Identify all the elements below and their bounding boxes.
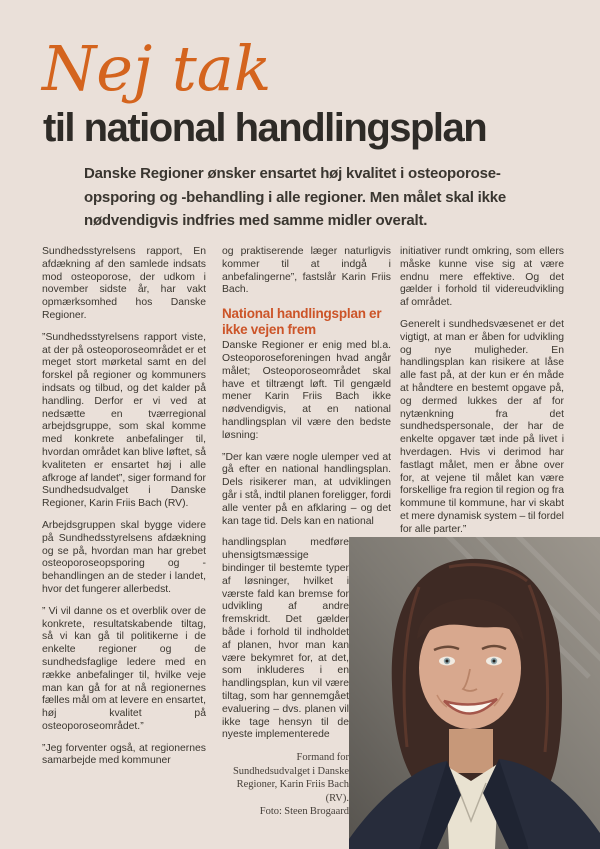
paragraph: ”Sundhedsstyrelsens rapport viste, at der på osteoporoseområdet er et meget stort mørketal samt en del forskel på regioner og kommuners indsats og tilbud, og det kalder på handling. Derfor er vi ved at nedsætte en tværregional arbejdsgruppe, som skal komme med konkrete anbefalinger til, hvordan området kan blive løftet, så kvaliteten er ensartet høj i alle afkroge af landet”, siger formand for Sundhedsudvalget i Danske Regioner, Karin Friis Bach (RV). xyxy=(42,331,206,510)
paragraph: Danske Regioner er enig med bl.a. Osteoporoseforeningen hvad angår målet; Osteoporoseområdet skal have et tiltrængt løft. Til gengæld mener Karin Friis Bach ikke nødvendigvis, at en national handlingsplan vil være den bedste løsning: xyxy=(222,340,391,441)
portrait-photo xyxy=(349,537,600,849)
page-title-script: Nej tak xyxy=(42,32,272,105)
body-column-1 xyxy=(42,246,206,777)
body-column-3 xyxy=(400,246,564,546)
standfirst: Danske Regioner ønsker ensartet høj kvalitet i osteoporose-opsporing og -behandling i alle regioner. Men målet skal ikke nødvendigvis indfries med samme midler overalt. xyxy=(84,165,507,230)
paragraph: Generelt i sundhedsvæsenet er det vigtigt, at man er åben for udvikling og nye muligheder. En handlingsplan kan risikere at låse alle fast på, at der kun er én måde at håndtere en bestemt opgave på, og dermed lukkes der af for nytænkning fra det sundhedspersonale, der har de enkelte opgaver tæt inde på livet i hverdagen. Hvis vi derimod har fastlagt målet, men er åbne over for, at vejene til målet kan være forskellige fra region til region og fra kommune til kommune, har vi skabt et mere dynamisk system – til fordel for alle parter.” xyxy=(400,318,564,535)
paragraph: Arbejdsgruppen skal bygge videre på Sundhedsstyrelsens afdækning og se på, hvordan man har grebet osteoporoseopsporing og -behandlingen an de steder i landet, hvor det fungerer allerbedst. xyxy=(42,519,206,595)
paragraph: handlingsplan medføre uhensigtsmæssige bindinger til bestemte typer af løsninger, hvilket i værste fald kan bremse for udvikling af andre fremskridt. Det gælder både i forhold til indholdet af planen, hvor man kan være bekymret for, at det, som inkluderes i en handlingsplan, kun vil være tiltag, som har gennemgået evaluering – dvs. planen vil ikke tage hensyn til de nyeste implementerede xyxy=(222,537,349,741)
neck xyxy=(449,729,493,773)
paragraph: initiativer rundt omkring, som ellers måske kunne vise sig at være endnu mere effektive. Og det gælder i forhold til videreudvikling af området. xyxy=(400,246,564,309)
photo-caption xyxy=(222,751,349,819)
paragraph: ” Vi vil danne os et overblik over de konkrete, resultatskabende tiltag, så vi kan gå til politikerne i de enkelte regioner og de sundhedsfaglige ledere med en række anbefalinger til, hvilke veje man kan gå for at nå regionernes fælles mål om at levere en ensartet, høj kvalitet på osteoporoseområdet.” xyxy=(42,605,206,732)
text-wrap-around-photo xyxy=(222,537,349,818)
portrait-photo-illustration xyxy=(349,537,600,849)
paragraph: ”Der kan være nogle ulemper ved at gå efter en national handlingsplan. Dels risikerer man, at udviklingen går i stå, indtil planen foreligger, fordi alle venter på en afklaring – og det kan tage tid. Dels kan en national xyxy=(222,451,391,527)
caption-text: Formand for Sundhedsudvalget i Danske Regioner, Karin Friis Bach (RV). xyxy=(232,752,349,804)
paragraph: Sundhedsstyrelsens rapport, En afdækning af den samlede indsats mod osteoporose, der udkom i november sidste år, har vakt opmærksomhed hos Danske Regioner. xyxy=(42,246,206,321)
paragraph: ”Jeg forventer også, at regionernes samarbejde med kommuner xyxy=(42,742,206,767)
page-title-main: til national handlingsplan xyxy=(43,106,487,150)
paragraph: og praktiserende læger naturligvis kommer til at indgå i anbefalingerne”, fastslår Karin Friis Bach. xyxy=(222,246,391,296)
section-heading: National handlingsplan er ikke vejen frem xyxy=(222,306,382,337)
photo-credit: Foto: Steen Brogaard xyxy=(259,806,349,818)
